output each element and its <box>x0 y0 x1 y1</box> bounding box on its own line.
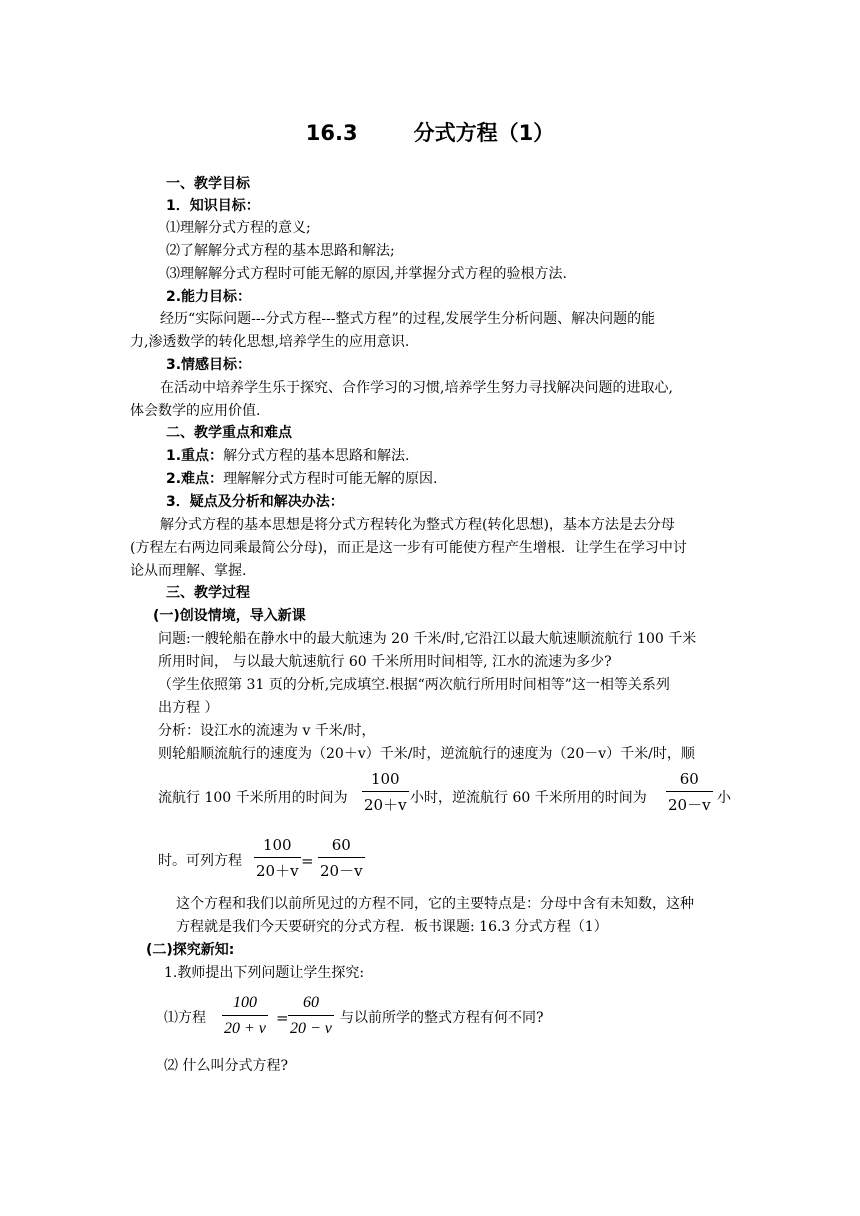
page-title <box>0 117 860 147</box>
denominator: 20－v <box>668 796 711 814</box>
text-line: 问题:一艘轮船在静水中的最大航速为 20 千米/时,它沿江以最大航速顺流航行 100 千米 <box>158 631 697 647</box>
title-number: 16.3 <box>305 121 358 145</box>
subheading-explore: (二)探究新知: <box>146 942 235 958</box>
text-line: 1.教师提出下列问题让学生探究: <box>164 965 365 981</box>
subheading-emotion: 3.情感目标： <box>166 357 252 373</box>
subheading-intro: (一)创设情境，导入新课 <box>153 608 306 624</box>
text-line: 解分式方程的基本思想是将分式方程转化为整式方程(转化思想)，基本方法是去分母 <box>160 517 675 533</box>
denominator: 20 − v <box>290 1020 332 1037</box>
fraction-60-over-20-minus-v-italic <box>288 994 334 1038</box>
text-line: ⑴理解分式方程的意义; <box>166 220 311 236</box>
section-heading-objectives: 一、教学目标 <box>166 176 250 192</box>
equals-sign: = <box>301 852 314 870</box>
text-line: 时。可列方程 <box>158 853 242 869</box>
denominator: 20＋v <box>256 862 299 880</box>
numerator: 100 <box>370 770 400 788</box>
subheading-ability: 2.能力目标： <box>166 289 252 305</box>
section-heading-key-points: 二、教学重点和难点 <box>166 425 292 441</box>
text-line: 小时，逆流航行 60 千米所用的时间为 <box>410 790 647 806</box>
numerator: 100 <box>232 994 257 1011</box>
subheading-knowledge: 1．知识目标： <box>166 198 260 214</box>
fraction-bar <box>288 1015 334 1016</box>
text-line: ⑶理解解分式方程时可能无解的原因,并掌握分式方程的验根方法. <box>166 266 567 282</box>
equation-right-fraction <box>318 836 365 880</box>
text-line: 出方程 ） <box>158 700 219 716</box>
numerator: 60 <box>302 994 319 1011</box>
fraction-60-over-20-minus-v <box>666 770 713 814</box>
title-text: 分式方程（1） <box>413 121 555 145</box>
fraction-bar <box>318 857 365 858</box>
fraction-bar <box>666 791 713 792</box>
text-line: （学生依照第 31 页的分析,完成填空.根据“两次航行所用时间相等”这一相等关系列 <box>158 677 670 693</box>
fraction-bar <box>254 857 301 858</box>
denominator: 20 + v <box>224 1020 266 1037</box>
text-line: 与以前所学的整式方程有何不同? <box>340 1010 544 1026</box>
text-line: 流航行 100 千米所用的时间为 <box>158 790 348 806</box>
label-key-point: 1.重点： <box>166 448 224 464</box>
text-line: ⑴方程 <box>164 1010 206 1026</box>
text-line: ⑵ 什么叫分式方程? <box>164 1058 288 1074</box>
equals-sign: = <box>276 1009 289 1027</box>
fraction-bar <box>362 791 409 792</box>
denominator: 20－v <box>320 862 363 880</box>
text-line: 力,渗透数学的转化思想,培养学生的应用意识. <box>130 334 410 350</box>
section-heading-process: 三、教学过程 <box>166 585 250 601</box>
equation-left-fraction <box>254 836 301 880</box>
text-line: 小 <box>717 790 731 806</box>
label-difficulty: 2.难点： <box>166 471 224 487</box>
text-line: 这个方程和我们以前所见过的方程不同，它的主要特点是：分母中含有未知数，这种 <box>176 896 694 912</box>
fraction-bar <box>222 1015 268 1016</box>
subheading-doubts: 3．疑点及分析和解决办法： <box>166 494 344 510</box>
text-line: 则轮船顺流航行的速度为（20＋v）千米/时，逆流航行的速度为（20－v）千米/时，顺 <box>158 746 695 762</box>
text-line: 方程就是我们今天要研究的分式方程．板书课题: 16.3 分式方程（1） <box>176 919 608 935</box>
text-difficulty: 理解解分式方程时可能无解的原因. <box>223 471 438 487</box>
fraction-100-over-20-plus-v <box>362 770 409 814</box>
text-line: 论从而理解、掌握. <box>130 563 247 579</box>
text-line: 体会数学的应用价值. <box>130 403 261 419</box>
text-line: (方程左右两边同乘最简公分母)，而正是这一步有可能使方程产生增根．让学生在学习中讨 <box>130 540 687 556</box>
text-key-point: 解分式方程的基本思路和解法. <box>223 448 410 464</box>
numerator: 60 <box>679 770 699 788</box>
fraction-100-over-20-plus-v-italic <box>222 994 268 1038</box>
text-line: 在活动中培养学生乐于探究、合作学习的习惯,培养学生努力寻找解决问题的进取心, <box>160 380 673 396</box>
numerator: 60 <box>331 836 351 854</box>
text-line: 所用时间， 与以最大航速航行 60 千米所用时间相等, 江水的流速为多少? <box>158 654 612 670</box>
numerator: 100 <box>262 836 292 854</box>
text-line: 分析：设江水的流速为 v 千米/时， <box>158 723 376 739</box>
denominator: 20＋v <box>364 796 407 814</box>
text-line: 经历“实际问题---分式方程---整式方程”的过程,发展学生分析问题、解决问题的能 <box>160 311 656 327</box>
text-line: ⑵了解解分式方程的基本思路和解法; <box>166 243 395 259</box>
